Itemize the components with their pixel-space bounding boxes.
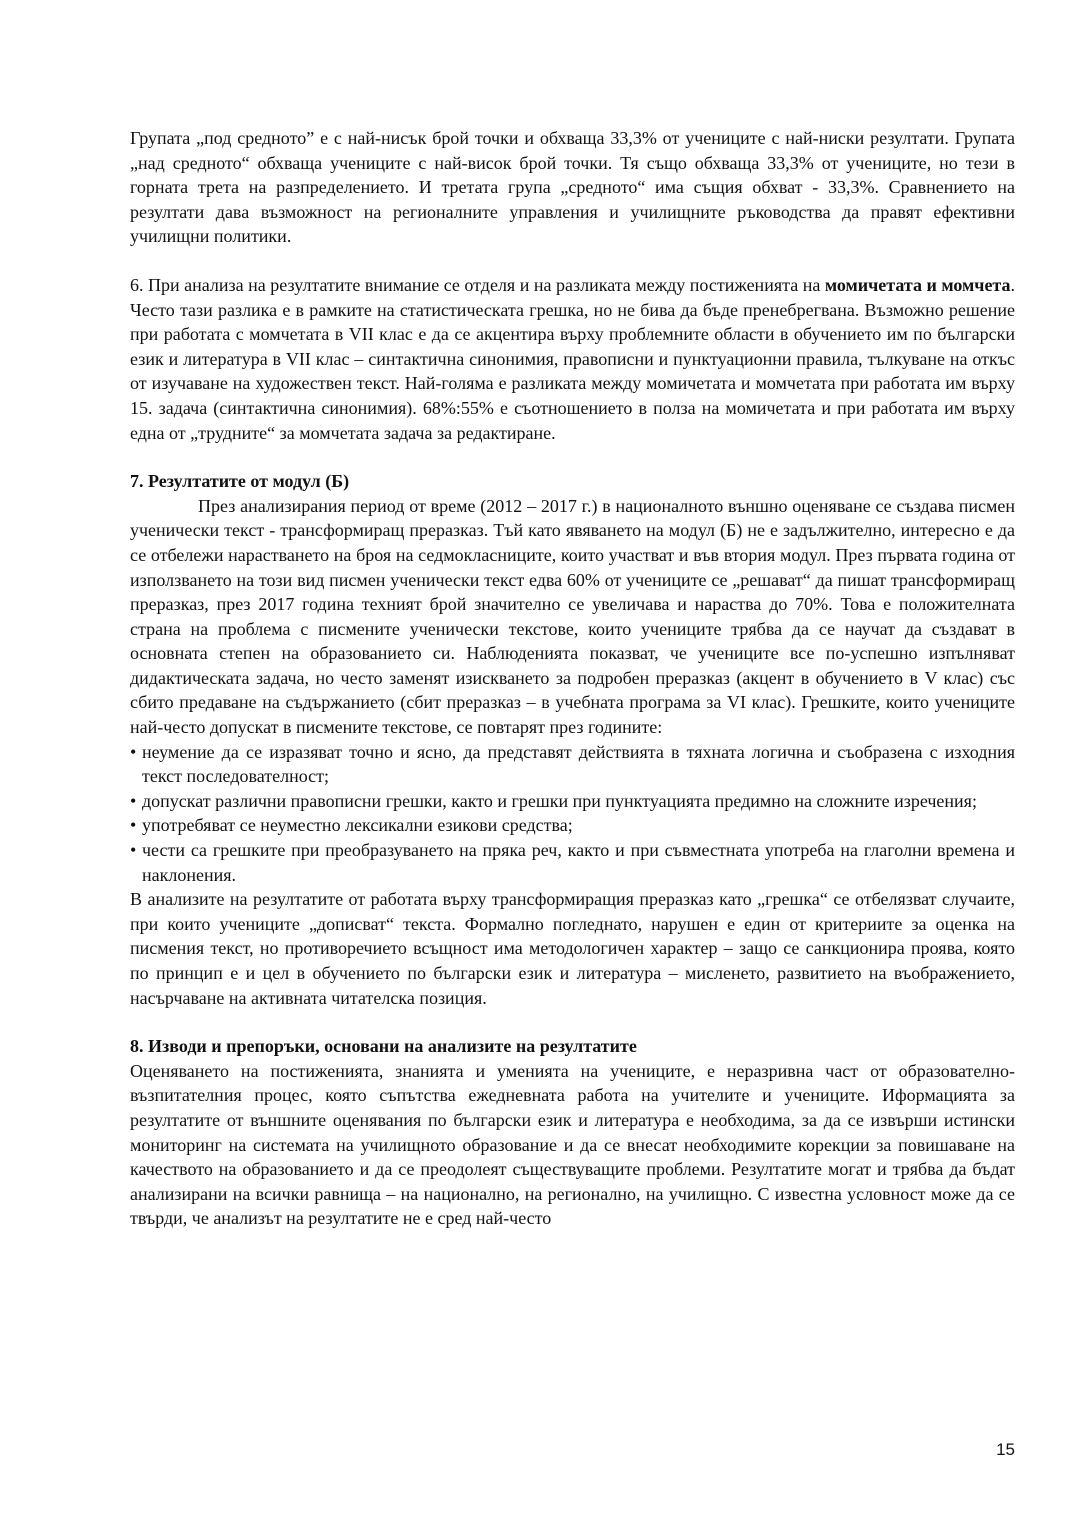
list-item (130, 789, 1015, 814)
list-item (130, 838, 1015, 887)
section-7-paragraph-1: През анализирания период от време (2012 – 2017 г.) в националното външно оценяване се създава писмен ученически текст - трансформиращ преразказ. Тъй като явяването на модул (Б) не е задължително, интересно е да се отбележи нарастването на броя на седмокласниците, които участват и във втория модул. През първата година от използването на този вид писмен ученически текст едва 60% от учениците се „решават“ да пишат трансформиращ преразказ, през 2017 година техният брой значително се увеличава и нараства до 70%. Това е положителната страна на проблема с писмените ученически текстове, които учениците трябва да се научат да създават в основната степен на образованието си. Наблюденията показват, че учениците все по-успешно изпълняват дидактическата задача, но често заменят изискването за подробен преразказ (акцент в обучението в V клас) със сбито предаване на съдържанието (сбит преразказ – в учебната програма за VI клас). Грешките, които учениците най-често допускат в писмените текстове, се повтарят през годините: (130, 495, 1015, 738)
section-7-heading: 7. Резултатите от модул (Б) (130, 471, 350, 492)
paragraph-gender-text-start: 6. При анализа на резултатите внимание се отделя и на разликата между постиженията на (130, 274, 825, 295)
bullet-icon: • (130, 790, 137, 811)
paragraph-gender-text-end: . Често тази разлика е в рамките на статистическата грешка, но не бива да бъде пренебрегвана. Възможно решение при работата с момчетата в VII клас е да се акцентира върху проблемните области в обучението им по български език и литература в VII клас – синтактична синонимия, правописни и пунктуационни правила, тълкуване на откъс от изучаване на художествен текст. Най-голяма е разликата между момичетата и момчетата при работата им върху 15. задача (синтактична синонимия). 68%:55% е съотношението в полза на момичетата и при работата им върху една от „трудните“ за момчетата задача за редактиране. (130, 274, 1015, 443)
bullet-icon: • (130, 840, 137, 861)
list-item-text: употребяват се неуместно лексикални езикови средства; (142, 815, 573, 836)
section-7-paragraph-2: В анализите на резултатите от работата върху трансформиращия преразказ като „грешка“ се отбелязват случаите, при които учениците „дописват“ текста. Формално погледнато, нарушен е един от критериите за оценка на писмения текст, но противоречието всъщност има методологичен характер – защо се санкционира проява, която по принцип е и цел в обучението по български език и литература – мисленето, развитието на въображението, насърчаване на активната читателска позиция. (130, 889, 1015, 1008)
bullet-icon: • (130, 815, 137, 836)
list-item-text: чести са грешките при преобразуването на пряка реч, както и при съвместната употреба на глаголни времена и наклонения. (142, 840, 1015, 885)
section-8-heading: 8. Изводи и препоръки, основани на анализите на резултатите (130, 1036, 637, 1057)
bullet-icon: • (130, 741, 137, 762)
list-item-text: допускат различни правописни грешки, както и грешки при пунктуацията предимно на сложните изречения; (142, 790, 977, 811)
list-item (130, 740, 1015, 789)
paragraph-gender-bold: момичетата и момчета (824, 274, 1011, 295)
list-item-text: неумение да се изразяват точно и ясно, да представят действията в тяхната логична и съобразена с изходния текст последователност; (142, 741, 1015, 787)
section-8-paragraph-1: Оценяването на постиженията, знанията и уменията на учениците, е неразривна част от образователно-възпитателния процес, която съпътства ежедневната работа на учителите и учениците. Иформацията за резултатите от външните оценявания по български език и литература е необходима, за да се извърши истински мониторинг на системата на училищното образование и да се внесат необходимите корекции за повишаване на качеството на образованието и да се преодолеят съществуващите проблеми. Резултатите могат и трябва да бъдат анализирани на всички равнища – на национално, на регионално, на училищно. С известна условност може да се твърди, че анализът на резултатите не е сред най-често (130, 1060, 1015, 1229)
paragraph-group-intro: Групата „под средното” е с най-нисък брой точки и обхваща 33,3% от учениците с най-ниски резултати. Групата „над средното“ обхваща учениците с най-висок брой точки. Тя също обхваща 33,3% от учениците, но тези в горната трета на разпределението. И третата група „средното“ има същия обхват - 33,3%. Сравнението на резултати дава възможност на регионалните управления и училищните ръководства да правят ефективни училищни политики. (130, 128, 1015, 247)
paragraph-gender-difference (130, 273, 1015, 445)
document-body (130, 126, 1015, 1231)
page-number: 15 (996, 1440, 1015, 1459)
errors-list (130, 740, 1015, 888)
list-item (130, 813, 1015, 838)
